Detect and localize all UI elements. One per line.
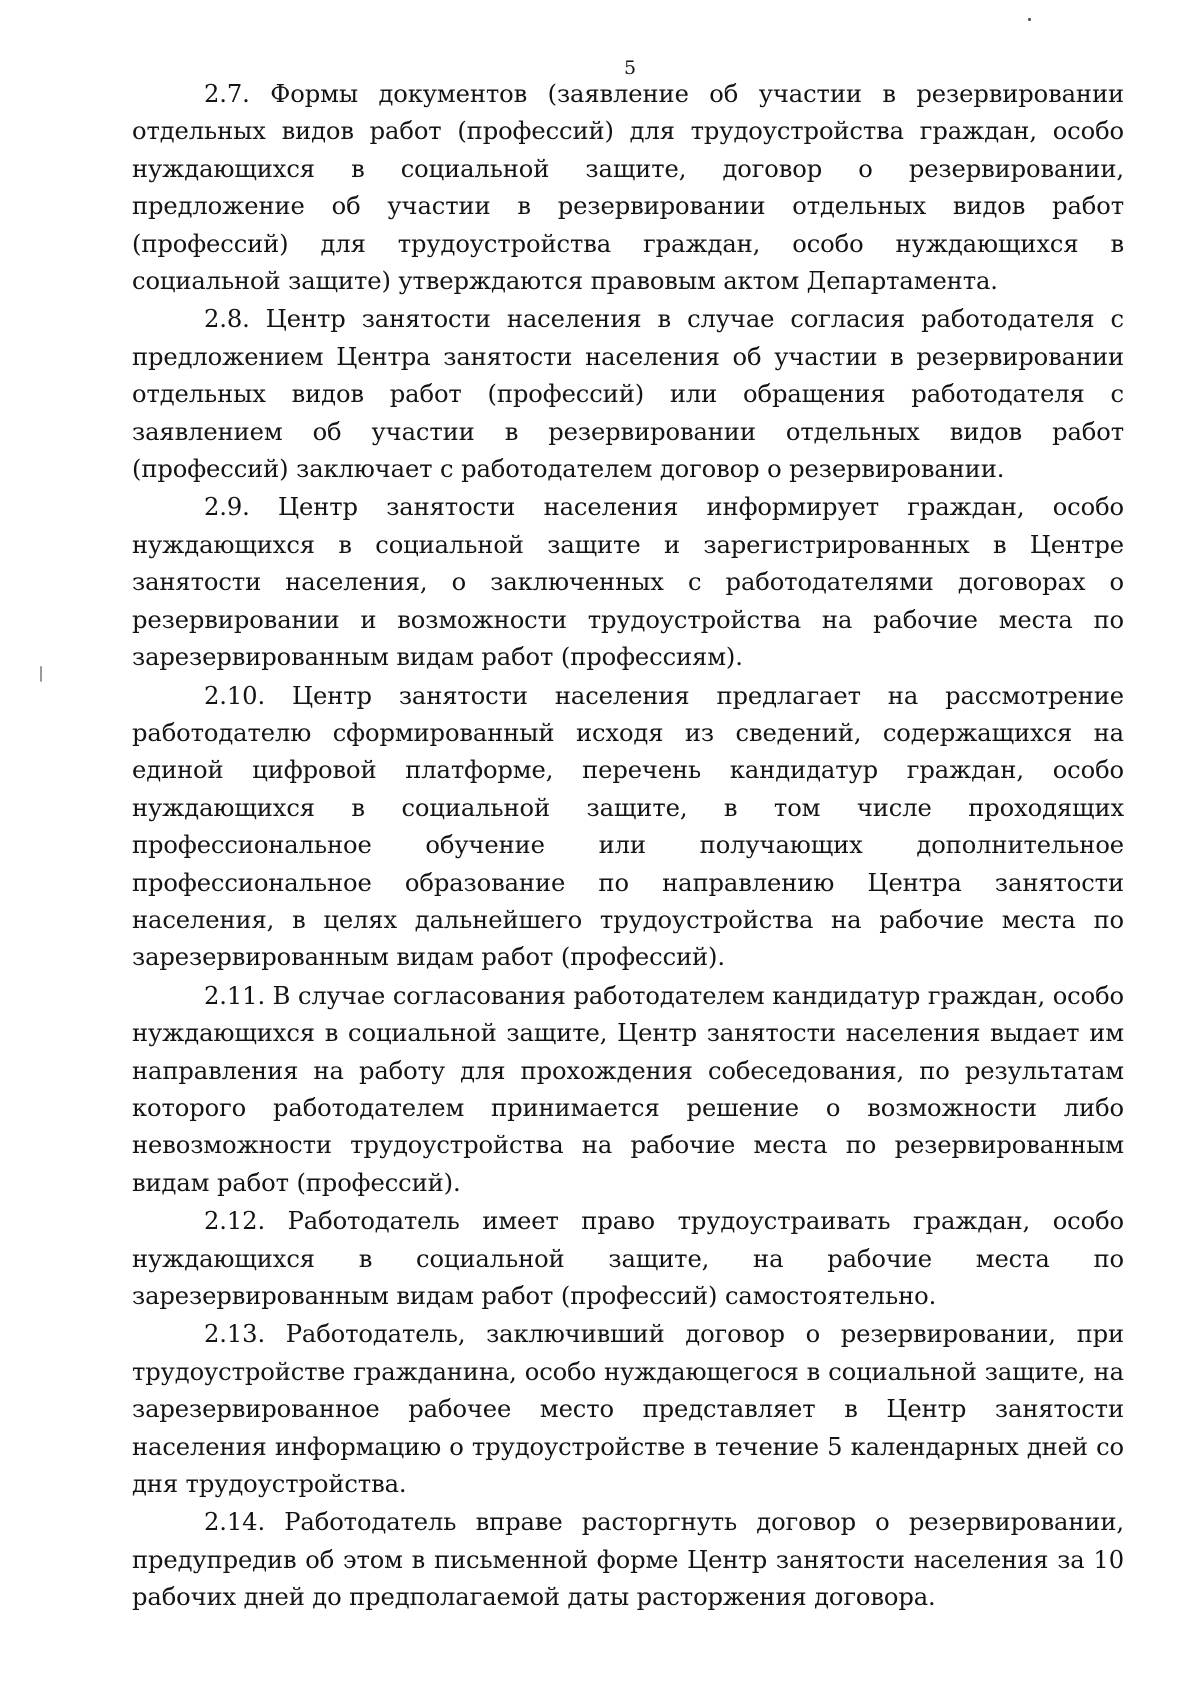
paragraph-2-7: 2.7. Формы документов (заявление об участии в резервировании отдельных видов работ (профессий) для трудоустройства граждан, особо нуждающихся в социальной защите, договор о резервировании, предложение об участии в резервировании отдельных видов работ (профессий) для трудоустройства граждан, особо нуждающихся в социальной защите) утверждаются правовым актом Департамента. bbox=[132, 80, 1124, 296]
paragraph-2-13: 2.13. Работодатель, заключивший договор о резервировании, при трудоустройстве гражданина, особо нуждающегося в социальной защите, на зарезервированное рабочее место представляет в Центр занятости населения информацию о трудоустройстве в течение 5 календарных дней со дня трудоустройства. bbox=[132, 1320, 1124, 1499]
paragraph-2-12: 2.12. Работодатель имеет право трудоустраивать граждан, особо нуждающихся в социальной защите, на рабочие места по зарезервированным видам работ (профессий) самостоятельно. bbox=[132, 1207, 1124, 1310]
paragraph-2-11: 2.11. В случае согласования работодателем кандидатур граждан, особо нуждающихся в социальной защите, Центр занятости населения выдает им направления на работу для прохождения собеседования, по результатам которого работодателем принимается решение о возможности либо невозможности трудоустройства на рабочие места по резервированным видам работ (профессий). bbox=[132, 981, 1124, 1197]
paragraph-2-9: 2.9. Центр занятости населения информирует граждан, особо нуждающихся в социальной защите и зарегистрированных в Центре занятости населения, о заключенных с работодателями договорах о резервировании и возможности трудоустройства на рабочие места по зарезервированным видам работ (профессиям). bbox=[132, 493, 1124, 672]
scan-edge-mark bbox=[40, 666, 42, 682]
paragraph-2-10: 2.10. Центр занятости населения предлагает на рассмотрение работодателю сформированный исходя из сведений, содержащихся на единой цифровой платформе, перечень кандидатур граждан, особо нуждающихся в социальной защите, в том числе проходящих профессиональное обучение или получающих дополнительное профессиональное образование по направлению Центра занятости населения, в целях дальнейшего трудоустройства на рабочие места по зарезервированным видам работ (профессий). bbox=[132, 681, 1124, 972]
document-body bbox=[132, 76, 1124, 1618]
paragraph-2-14: 2.14. Работодатель вправе расторгнуть договор о резервировании, предупредив об этом в письменной форме Центр занятости населения за 10 рабочих дней до предполагаемой даты расторжения договора. bbox=[132, 1508, 1124, 1612]
page-number: 5 bbox=[623, 57, 637, 79]
paragraph-2-8: 2.8. Центр занятости населения в случае согласия работодателя с предложением Центра занятости населения об участии в резервировании отдельных видов работ (профессий) или обращения работодателя с заявлением об участии в резервировании отдельных видов работ (профессий) заключает с работодателем договор о резервировании. bbox=[132, 305, 1124, 484]
scan-dot-mark bbox=[1028, 18, 1031, 21]
